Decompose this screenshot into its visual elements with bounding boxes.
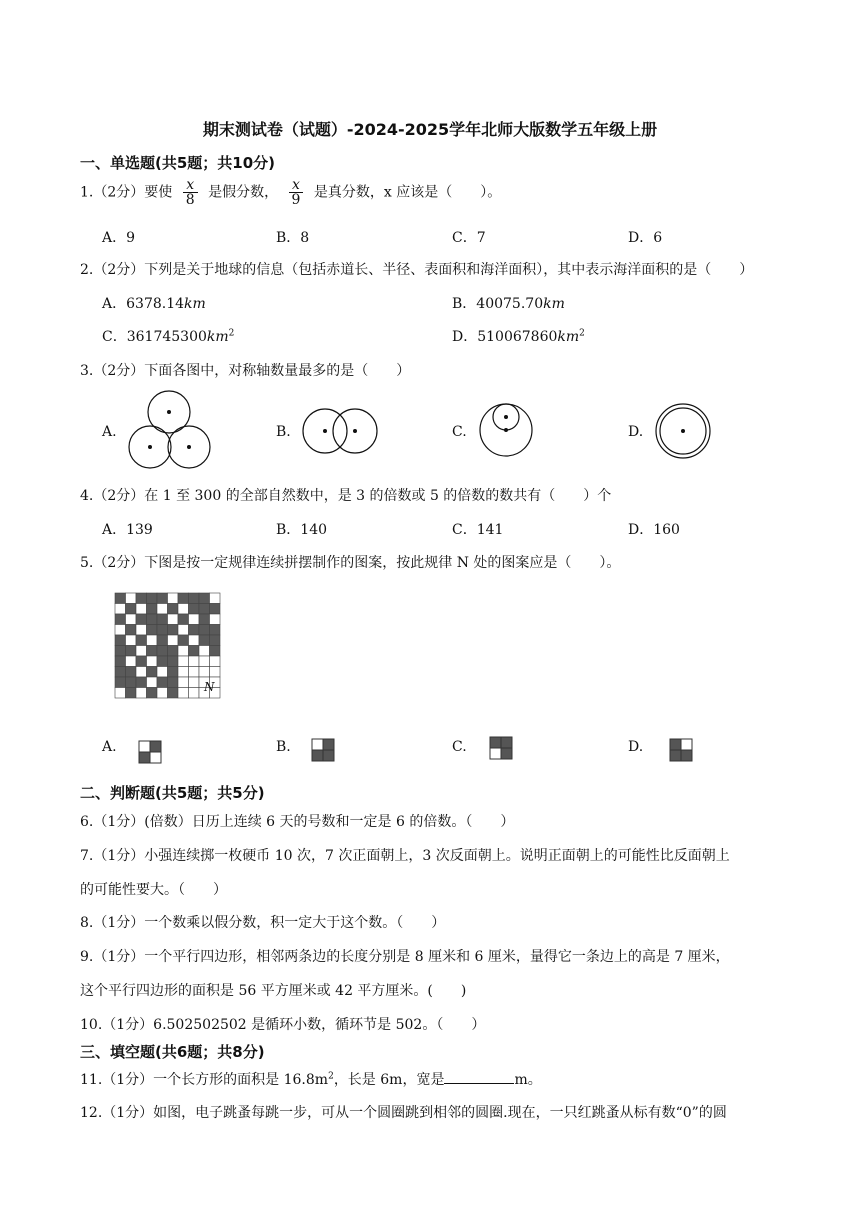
- q2-option-a: A．6378.14km: [102, 296, 206, 312]
- question-2: 2.（2分）下列是关于地球的信息（包括赤道长、半径、表面积和海洋面积），其中表示海洋面积的是（ ）: [80, 262, 754, 278]
- q5-figure-d: [670, 739, 692, 761]
- q5-n-label: N: [204, 680, 215, 694]
- q1-mid: 是假分数，: [208, 184, 279, 201]
- q2-option-c: C．$361745300km^2$: [102, 328, 235, 345]
- q1-fraction-1: $\frac{x}{8}$: [183, 178, 198, 207]
- q5-label-d: D.: [628, 739, 644, 755]
- question-11: 11.（1分）一个长方形的面积是 $16.8m^2$，长是 6m，宽是 m。: [80, 1071, 542, 1088]
- q3-label-d: D.: [628, 424, 644, 440]
- question-6: 6.（1分）(倍数）日历上连续 6 天的号数和一定是 6 的倍数。（ ）: [80, 814, 515, 830]
- question-8: 8.（1分）一个数乘以假分数，积一定大于这个数。（ ）: [80, 915, 446, 931]
- section-heading-single-choice: 一、单选题(共5题；共10分): [80, 154, 276, 172]
- q5-label-b: B.: [276, 739, 291, 755]
- q11-answer-blank[interactable]: [444, 1071, 514, 1084]
- question-9-line-2: 这个平行四边形的面积是 56 平方厘米或 42 平方厘米。( ): [80, 983, 467, 999]
- q2-option-b: B．40075.70km: [452, 296, 565, 312]
- q4-option-a: A．139: [102, 522, 153, 538]
- q3-label-b: B.: [276, 424, 291, 440]
- q1-prefix: 1.（2分）要使: [80, 184, 173, 201]
- q1-option-b: B．8: [276, 230, 310, 246]
- question-12: 12.（1分）如图，电子跳蚤每跳一步，可从一个圆圈跳到相邻的圆圈.现在，一只红跳蚤从标有数“0”的圆: [80, 1105, 727, 1121]
- page-title: 期末测试卷（试题）-2024-2025学年北师大版数学五年级上册: [202, 120, 658, 139]
- q4-option-d: D．160: [628, 522, 680, 538]
- q5-figure-c: [490, 737, 512, 759]
- q3-label-c: C.: [452, 424, 467, 440]
- q5-label-a: A.: [102, 739, 117, 755]
- q1-option-a: A．9: [102, 230, 136, 246]
- question-9-line-1: 9.（1分）一个平行四边形，相邻两条边的长度分别是 8 厘米和 6 厘米，量得它一条边上的高是 7 厘米，: [80, 949, 730, 965]
- q2-option-d: D．$510067860km^2$: [452, 328, 585, 345]
- question-7-line-1: 7.（1分）小强连续掷一枚硬币 10 次，7 次正面朝上，3 次反面朝上。说明正面朝上的可能性比反面朝上: [80, 848, 730, 864]
- q5-figure-a: [139, 741, 161, 763]
- q1-suffix: 是真分数，x 应该是（ ）。: [313, 184, 502, 201]
- q5-label-c: C.: [452, 739, 467, 755]
- question-3: 3.（2分）下面各图中，对称轴数量最多的是（ ）: [80, 363, 411, 379]
- q1-fraction-2: $\frac{x}{9}$: [289, 178, 304, 207]
- question-4: 4.（2分）在 1 至 300 的全部自然数中，是 3 的倍数或 5 的倍数的数共有（ ）个: [80, 488, 612, 504]
- question-10: 10.（1分）6.502502502 是循环小数，循环节是 502。（ ）: [80, 1017, 486, 1033]
- q3-label-a: A.: [102, 424, 117, 440]
- question-5: 5.（2分）下图是按一定规律连续拼摆制作的图案，按此规律 N 处的图案应是（ ）。: [80, 555, 621, 571]
- section-heading-true-false: 二、判断题(共5题；共5分): [80, 784, 265, 802]
- section-heading-fill-blank: 三、填空题(共6题；共8分): [80, 1043, 265, 1061]
- q5-figure-b: [312, 739, 334, 761]
- question-7-line-2: 的可能性要大。（ ）: [80, 882, 227, 898]
- q1-option-c: C．7: [452, 230, 486, 246]
- q1-option-d: D．6: [628, 230, 663, 246]
- q4-option-c: C．141: [452, 522, 504, 538]
- q4-option-b: B．140: [276, 522, 328, 538]
